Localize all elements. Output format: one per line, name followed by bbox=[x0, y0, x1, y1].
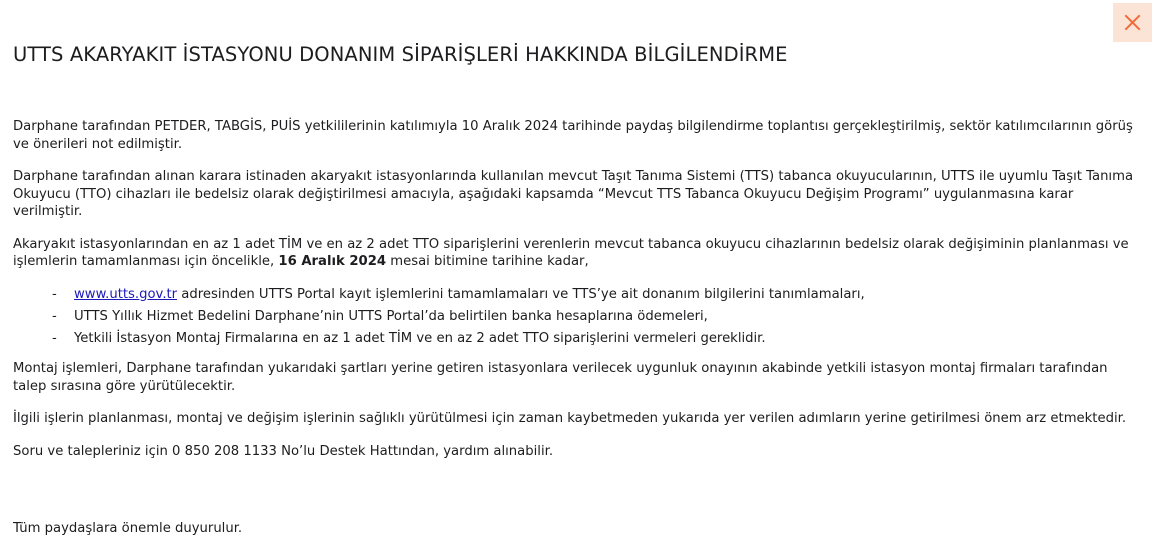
list-item-text: Yetkili İstasyon Montaj Firmalarına en az 1 adet TİM ve en az 2 adet TTO siparişlerini vermeleri gereklidir. bbox=[74, 330, 766, 346]
list-dash: - bbox=[52, 308, 57, 324]
paragraph-decision: Darphane tarafından alınan karara istinaden akaryakıt istasyonlarında kullanılan mevcut Taşıt Tanıma Sistemi (TTS) tabanca okuyucularının, UTTS ile uyumlu Taşıt Tanıma Okuyucu (TTO) cihazları ile bedelsiz olarak değiştirilmesi amacıyla, aşağıdaki kapsamda “Mevcut TTS Tabanca Okuyucu Değişim Programı” uygulanmasına karar verilmiştir. bbox=[13, 169, 1134, 219]
paragraph-meeting: Darphane tarafından PETDER, TABGİS, PUİS yetkililerinin katılımıyla 10 Aralık 2024 tarihinde paydaş bilgilendirme toplantısı gerçekleştirilmiş, sektör katılımcılarının görüş ve önerileri not edilmiştir. bbox=[13, 119, 1133, 152]
closing-note: Tüm paydaşlara önemle duyurulur. bbox=[13, 521, 243, 536]
close-button[interactable] bbox=[1113, 3, 1152, 42]
list-item-text: adresinden UTTS Portal kayıt işlemlerini tamamlamaları ve TTS’ye ait donanım bilgilerini tanımlamaları, bbox=[177, 286, 865, 302]
paragraph-importance: İlgili işlerin planlanması, montaj ve değişim işlerinin sağlıklı yürütülmesi için zaman kaybetmeden yukarıda yer verilen adımların yerine getirilmesi önem arz etmektedir. bbox=[13, 411, 1127, 426]
paragraph-deadline-text: Akaryakıt istasyonlarından en az 1 adet TİM ve en az 2 adet TTO siparişlerini verenlerin mevcut tabanca okuyucu cihazlarının bedelsiz olarak değişiminin planlanması ve işlemlerin tamamlanması için öncelikle, bbox=[13, 236, 1129, 269]
paragraph-deadline bbox=[13, 236, 1141, 271]
paragraph-support: Soru ve talepleriniz için 0 850 208 1133 No’lu Destek Hattından, yardım alınabilir. bbox=[13, 443, 554, 459]
dialog-title: UTTS AKARYAKIT İSTASYONU DONANIM SİPARİŞLERİ HAKKINDA BİLGİLENDİRME bbox=[13, 43, 788, 66]
dialog-content bbox=[13, 118, 1141, 475]
paragraph-installation: Montaj işlemleri, Darphane tarafından yukarıdaki şartları yerine getiren istasyonlara verilecek uygunluk onayının akabinde yetkili istasyon montaj firmaları tarafından talep sırasına göre yürütülecektir. bbox=[13, 361, 1108, 394]
list-item-text: UTTS Yıllık Hizmet Bedelini Darphane’nin UTTS Portal’da belirtilen banka hesaplarına ödemeleri, bbox=[74, 308, 708, 324]
list-item bbox=[13, 286, 1141, 304]
list-dash: - bbox=[52, 330, 57, 346]
utts-link[interactable]: www.utts.gov.tr bbox=[74, 286, 178, 302]
list-item bbox=[13, 330, 1141, 348]
requirements-list bbox=[13, 286, 1141, 348]
paragraph-deadline-tail: mesai bitimine tarihine kadar, bbox=[386, 254, 589, 269]
list-item bbox=[13, 308, 1141, 326]
deadline-date: 16 Aralık 2024 bbox=[278, 254, 387, 269]
close-icon bbox=[1124, 14, 1141, 31]
list-dash: - bbox=[52, 286, 57, 302]
